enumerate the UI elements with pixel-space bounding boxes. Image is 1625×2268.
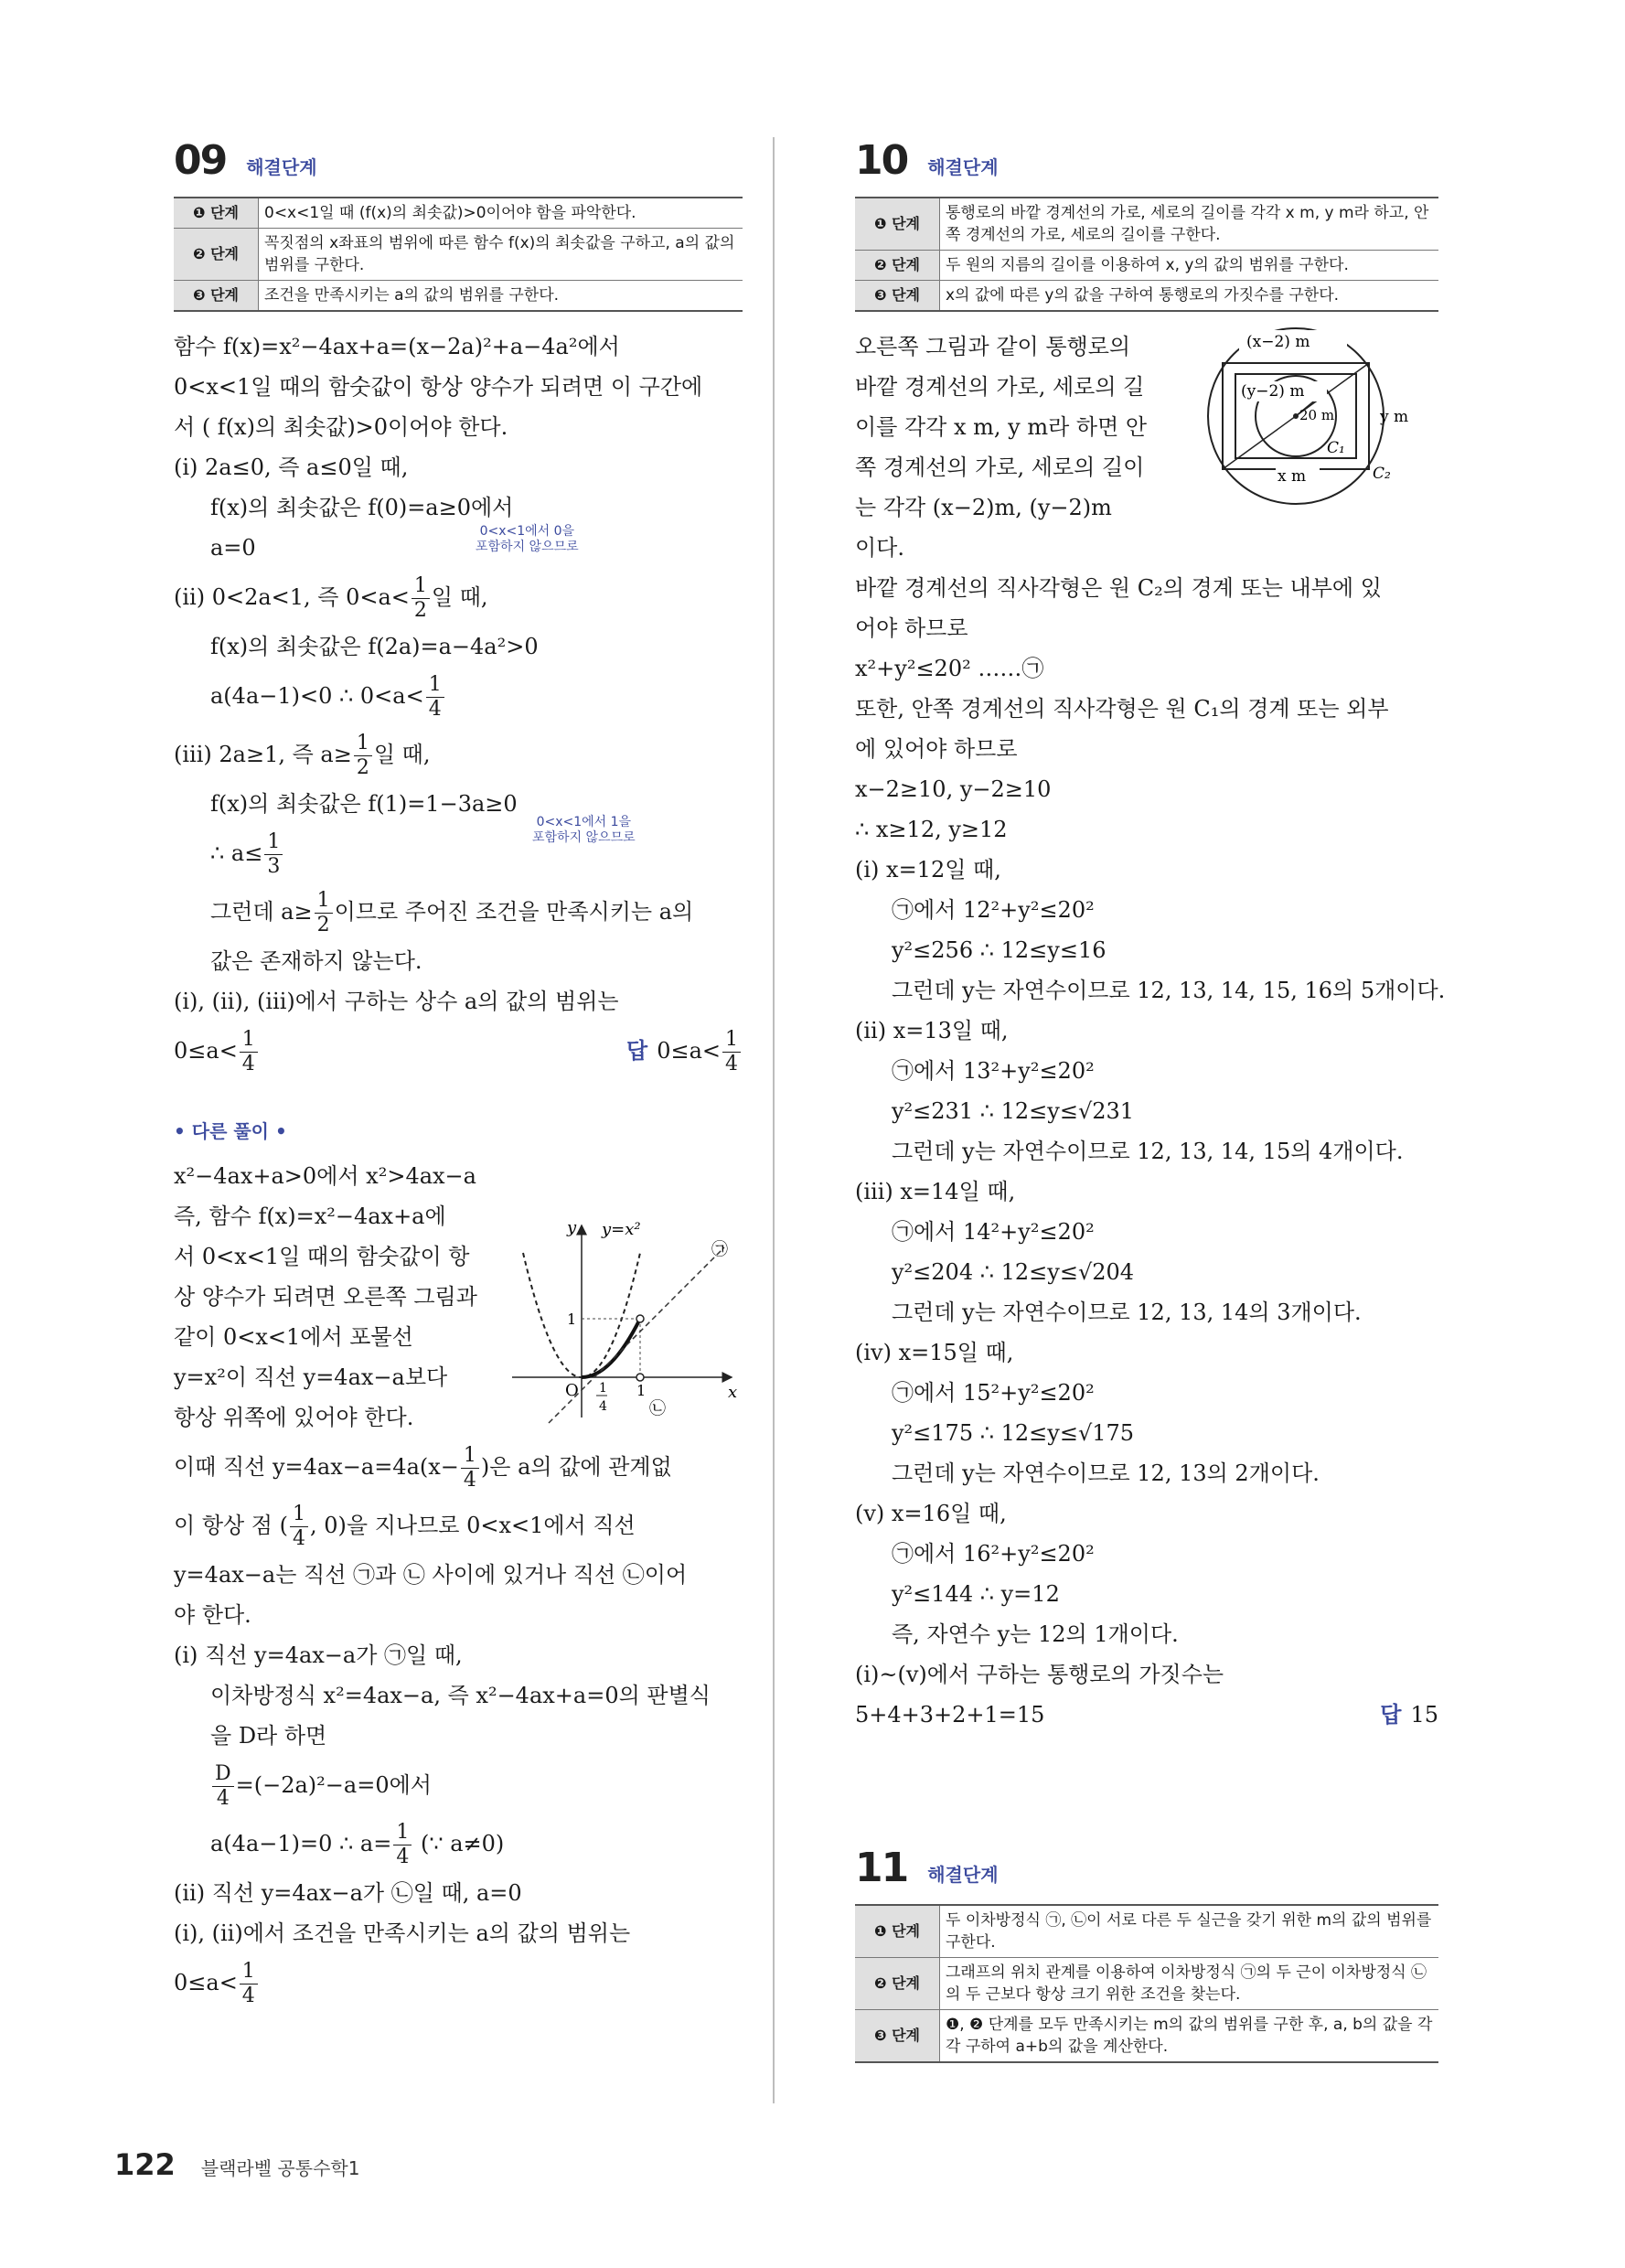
solution-line: 값은 존재하지 않는다. [210,948,422,974]
fraction [212,1762,234,1811]
page-footer [114,2147,359,2182]
denominator: 4 [463,1469,476,1492]
note-line: 포함하지 않으므로 [476,540,579,554]
margin-note [476,524,579,555]
solution-line: 서 ( f(x)의 최솟값)>0이어야 한다. [174,414,508,440]
math-text: 이므로 주어진 조건을 만족시키는 a의 [334,899,694,925]
solution-line [174,1438,743,1496]
y-tick-label: 1 [567,1311,577,1328]
solution-line: 그런데 y는 자연수이므로 12, 13, 14의 3개이다. [892,1300,1362,1325]
solution-line: 항상 위쪽에 있어야 한다. [174,1405,414,1430]
solution-steps-label: 해결단계 [246,156,317,178]
solution-line: f(x)의 최솟값은 f(1)=1−3a≥0 [210,791,518,817]
solution-line: 이를 각각 x m, y m라 하면 안 [855,414,1148,440]
c1-label: C₁ [1327,439,1345,457]
fraction [290,1503,308,1551]
fraction [264,830,283,879]
right-length-label: y m [1380,408,1409,426]
final-answer [626,1022,743,1080]
solution-line: y²≤144 ∴ y=12 [892,1581,1060,1607]
problem-10-solution [855,137,1446,2078]
steps-table [174,197,743,312]
intro-with-figure [855,326,1438,568]
math-text: 5+4+3+2+1=15 [855,1702,1045,1728]
math-text: (ⅲ) 2a≥1, 즉 a≥ [174,742,352,767]
step-row [855,1958,1438,2010]
step-text: 0<x<1일 때 (f(x)의 최솟값)>0이어야 함을 파악한다. [259,198,743,229]
fraction [240,1028,258,1076]
numerator: 1 [290,1503,308,1527]
step-row [855,2010,1438,2063]
steps-table [855,1904,1438,2063]
numerator: 1 [240,1960,258,1984]
denominator: 4 [725,1053,738,1075]
math-text: 일 때, [431,584,488,610]
step-row [855,198,1438,251]
numerator: 1 [354,732,372,756]
solution-line: 같이 0<x<1에서 포물선 [174,1324,413,1350]
solution-line: y=x²이 직선 y=4ax−a보다 [174,1364,448,1390]
solution-line: 즉, 함수 f(x)=x²−4ax+a에 [174,1204,446,1229]
solution-line: ㉠에서 12²+y²≤20² [892,897,1095,923]
solution-line: y=4ax−a는 직선 ㉠과 ㉡ 사이에 있거나 직선 ㉡이어 [174,1562,688,1588]
case-heading [174,568,743,626]
numerator: 1 [393,1821,412,1845]
curve-label: y=x² [602,1220,641,1239]
step-row [855,1905,1438,1958]
solution-line: f(x)의 최솟값은 f(0)=a≥0에서 [210,495,514,520]
solution-line: 는 각각 (x−2)m, (y−2)m [855,495,1112,520]
numerator: 1 [412,574,430,599]
line-label-2: ㉡ [649,1399,666,1418]
steps-table [855,197,1438,312]
fraction [722,1028,741,1076]
denominator: 2 [413,599,427,622]
fraction [354,732,372,780]
solution-line: ∴ x≥12, y≥12 [855,817,1008,842]
radius-label: 20 m [1299,407,1335,423]
numerator: 1 [722,1028,741,1053]
solution-line: y²≤204 ∴ 12≤y≤√204 [892,1259,1135,1285]
step-badge: ❸ 단계 [174,281,259,312]
solution-line: x−2≥10, y−2≥10 [855,776,1052,802]
math-text: 을 지나므로 0<x<1에서 직선 [346,1513,636,1538]
numerator: 1 [426,673,444,698]
denominator: 3 [267,855,281,878]
fraction [426,673,444,722]
problem-number: 11 [855,1845,908,1891]
c2-label: C₂ [1373,465,1391,483]
fraction [393,1821,412,1869]
numerator: 1 [315,889,333,914]
case-heading: (ⅳ) x=15일 때, [855,1340,1014,1365]
alternative-solution-label: • 다른 풀이 • [174,1120,287,1142]
alternative-solution-block [174,1156,743,1438]
math-text: 그런데 a≥ [210,899,313,925]
math-text: a(4a−1)<0 ∴ 0<a< [210,683,424,709]
inequality-line: x²+y²≤20² ……㉠ [855,656,1044,681]
solution-steps-label: 해결단계 [927,156,999,178]
step-row [855,251,1438,281]
solution-line: ㉠에서 13²+y²≤20² [892,1058,1095,1084]
step-text: 두 이차방정식 ㉠, ㉡이 서로 다른 두 실근을 갖기 위한 m의 값의 범위를 구한다. [940,1905,1439,1958]
denominator: 4 [216,1787,230,1810]
solution-line: (ⅰ), (ⅱ), (ⅲ)에서 구하는 상수 a의 값의 범위는 [174,989,619,1014]
axis-label-y: y [567,1218,577,1237]
solution-line: 바깥 경계선의 직사각형은 원 C₂의 경계 또는 내부에 있 [855,575,1382,601]
step-badge: ❶ 단계 [855,198,940,251]
problem-09-solution [174,137,743,2012]
step-badge: ❶ 단계 [855,1905,940,1958]
solution-line: 즉, 자연수 y는 12의 1개이다. [892,1621,1179,1647]
solution-line [174,1814,743,1873]
math-text: ∴ a≤ [210,840,263,866]
step-row [855,281,1438,312]
problem-number: 10 [855,137,908,184]
step-text: 꼭짓점의 x좌표의 범위에 따른 함수 f(x)의 최솟값을 구하고, a의 값의 범위를 구한다. [259,229,743,281]
math-text: 이 항상 점 [174,1513,273,1538]
solution-steps-label: 해결단계 [927,1864,999,1886]
step-text: 두 원의 지름의 길이를 이용하여 x, y의 값의 범위를 구한다. [940,251,1439,281]
denominator: 2 [316,914,330,936]
solution-line: ㉠에서 14²+y²≤20² [892,1219,1095,1245]
note-line: 0<x<1에서 1을 [536,815,632,829]
numerator: D [212,1762,234,1787]
solution-line [174,1496,743,1555]
axis-label-x: x [728,1383,738,1402]
solution-line [174,1756,743,1814]
answer-row [855,1695,1438,1735]
answer-row [174,1022,743,1080]
fraction [461,1444,479,1492]
quarter-denominator: 4 [599,1399,607,1414]
math-text: 0≤a< [657,1038,721,1064]
math-text: 0≤a< [174,1970,238,1995]
solution-line: y²≤256 ∴ 12≤y≤16 [892,937,1106,963]
solution-line: f(x)의 최솟값은 f(2a)=a−4a²>0 [210,634,539,659]
solution-line [174,1953,743,2012]
point-marker [636,1374,644,1381]
step-text: 조건을 만족시키는 a의 값의 범위를 구한다. [259,281,743,312]
case-heading: (ⅴ) x=16일 때, [855,1501,1007,1526]
solution-line [174,667,743,725]
denominator: 4 [293,1527,306,1550]
answer-label: 답 [1380,1702,1402,1728]
solution-line: ㉠에서 16²+y²≤20² [892,1541,1095,1567]
answer-value: 15 [1410,1702,1438,1728]
math-text: 일 때, [373,742,431,767]
numerator: 1 [240,1028,258,1053]
note-line: 0<x<1에서 0을 [479,524,575,539]
step-badge: ❸ 단계 [855,281,940,312]
solution-line [174,815,743,883]
solution-line: 을 D라 하면 [210,1723,327,1749]
step-text: ❶, ❷ 단계를 모두 만족시키는 m의 값의 범위를 구한 후, a, b의 값을 각각 구하여 a+b의 값을 계산한다. [940,2010,1439,2063]
book-title: 블랙라벨 공통수학1 [200,2157,360,2179]
x-tick-label: 1 [636,1382,647,1399]
denominator: 2 [356,756,369,779]
math-text: 이때 직선 y=4ax−a=4a [174,1454,420,1480]
problem-09-header [174,137,743,184]
case-heading: (ⅱ) 직선 y=4ax−a가 ㉡일 때, a=0 [174,1880,522,1906]
denominator: 4 [428,698,442,721]
math-text: 은 a의 값에 관계없 [489,1454,672,1480]
math-text: (x− [419,1454,459,1480]
step-badge: ❷ 단계 [855,1958,940,2010]
solution-line: 바깥 경계선의 가로, 세로의 길 [855,374,1145,400]
point-marker [636,1315,644,1322]
denominator: 4 [396,1845,410,1868]
step-row [174,229,743,281]
problem-10-header [855,137,1438,184]
math-text: =(−2a)²−a=0에서 [235,1772,432,1798]
parabola-graph [512,1198,750,1427]
case-heading: (ⅰ) x=12일 때, [855,857,1001,883]
bottom-length-label: x m [1278,467,1307,486]
solution-line: 그런데 y는 자연수이므로 12, 13의 2개이다. [892,1460,1320,1486]
solution-line: (ⅰ)~(ⅴ)에서 구하는 통행로의 가짓수는 [855,1662,1224,1687]
fraction [315,889,333,937]
solution-line: 그런데 y는 자연수이므로 12, 13, 14, 15, 16의 5개이다. [892,978,1446,1003]
fraction [412,574,430,623]
solution-line: y²≤175 ∴ 12≤y≤√175 [892,1420,1135,1446]
case-heading: (ⅱ) x=13일 때, [855,1018,1009,1043]
note-line: 포함하지 않으므로 [532,830,636,845]
math-text: 0≤a< [174,1038,238,1064]
solution-line: y²≤231 ∴ 12≤y≤√231 [892,1098,1135,1124]
origin-label: O [565,1381,579,1400]
solution-line [174,524,743,568]
solution-line: x²−4ax+a>0에서 x²>4ax−a [174,1163,476,1189]
walkway-figure [1203,321,1440,522]
case-heading: (ⅲ) x=14일 때, [855,1179,1016,1204]
solution-line: 서 0<x<1일 때의 함숫값이 항 [174,1244,470,1269]
solution-line: 이다. [855,535,904,561]
solution-line: ㉠에서 15²+y²≤20² [892,1380,1095,1406]
step-badge: ❸ 단계 [855,2010,940,2063]
quarter-numerator: 1 [599,1381,607,1396]
case-heading [174,725,743,784]
problem-11-header [855,1845,1438,1891]
solution-line: 쪽 경계선의 가로, 세로의 길이 [855,455,1145,480]
line-label-1: ㉠ [711,1240,728,1259]
step-text: 그래프의 위치 관계를 이용하여 이차방정식 ㉠의 두 근이 이차방정식 ㉡의 두 근보다 항상 크기 위한 조건을 찾는다. [940,1958,1439,2010]
column-divider [773,137,775,2103]
final-answer [1380,1695,1438,1735]
inner-side-label: (y−2) m [1241,382,1305,401]
numerator: 1 [264,830,283,855]
case-heading: (ⅰ) 직선 y=4ax−a가 ㉠일 때, [174,1642,463,1668]
solution-line: 이차방정식 x²=4ax−a, 즉 x²−4ax+a=0의 판별식 [210,1683,711,1708]
solution-line: 야 한다. [174,1602,251,1628]
solution-line [174,883,743,941]
margin-note [532,815,636,846]
step-row [174,198,743,229]
center-point [1293,413,1299,419]
case-heading: (ⅰ) 2a≤0, 즉 a≤0일 때, [174,455,409,480]
math-text: a=0 [210,535,256,561]
numerator: 1 [461,1444,479,1469]
step-badge: ❷ 단계 [855,251,940,281]
math-text: , 0) [310,1513,347,1538]
fraction [240,1960,258,2008]
math-text: ( [279,1513,289,1538]
math-text: (∵ a≠0) [420,1831,505,1856]
step-badge: ❶ 단계 [174,198,259,229]
solution-line: 함수 f(x)=x²−4ax+a=(x−2a)²+a−4a²에서 [174,334,620,359]
problem-number: 09 [174,137,227,184]
step-text: x의 값에 따른 y의 값을 구하여 통행로의 가짓수를 구한다. [940,281,1439,312]
answer-label: 답 [626,1038,648,1064]
math-text: a(4a−1)=0 ∴ a= [210,1831,392,1856]
solution-line: 0<x<1일 때의 함숫값이 항상 양수가 되려면 이 구간에 [174,374,703,400]
solution-line: 에 있어야 하므로 [855,736,1018,762]
solution-line: 상 양수가 되려면 오른쪽 그림과 [174,1284,477,1310]
solution-line: 오른쪽 그림과 같이 통행로의 [855,334,1131,359]
solution-line: 그런데 y는 자연수이므로 12, 13, 14, 15의 4개이다. [892,1139,1404,1164]
solution-line: (ⅰ), (ⅱ)에서 조건을 만족시키는 a의 값의 범위는 [174,1920,631,1946]
page-number: 122 [114,2147,176,2182]
spacer [855,1735,1438,1845]
step-badge: ❷ 단계 [174,229,259,281]
math-text: (ⅱ) 0<2a<1, 즉 0<a< [174,584,410,610]
denominator: 4 [241,1053,255,1075]
step-text: 통행로의 바깥 경계선의 가로, 세로의 길이를 각각 x m, y m라 하고, 안쪽 경계선의 가로, 세로의 길이를 구한다. [940,198,1439,251]
solution-line: 어야 하므로 [855,615,968,641]
solution-line: 또한, 안쪽 경계선의 직사각형은 원 C₁의 경계 또는 외부 [855,696,1389,722]
math-text: ) [480,1454,490,1480]
denominator: 4 [241,1984,255,2007]
top-length-label: (x−2) m [1246,333,1310,351]
step-row [174,281,743,312]
